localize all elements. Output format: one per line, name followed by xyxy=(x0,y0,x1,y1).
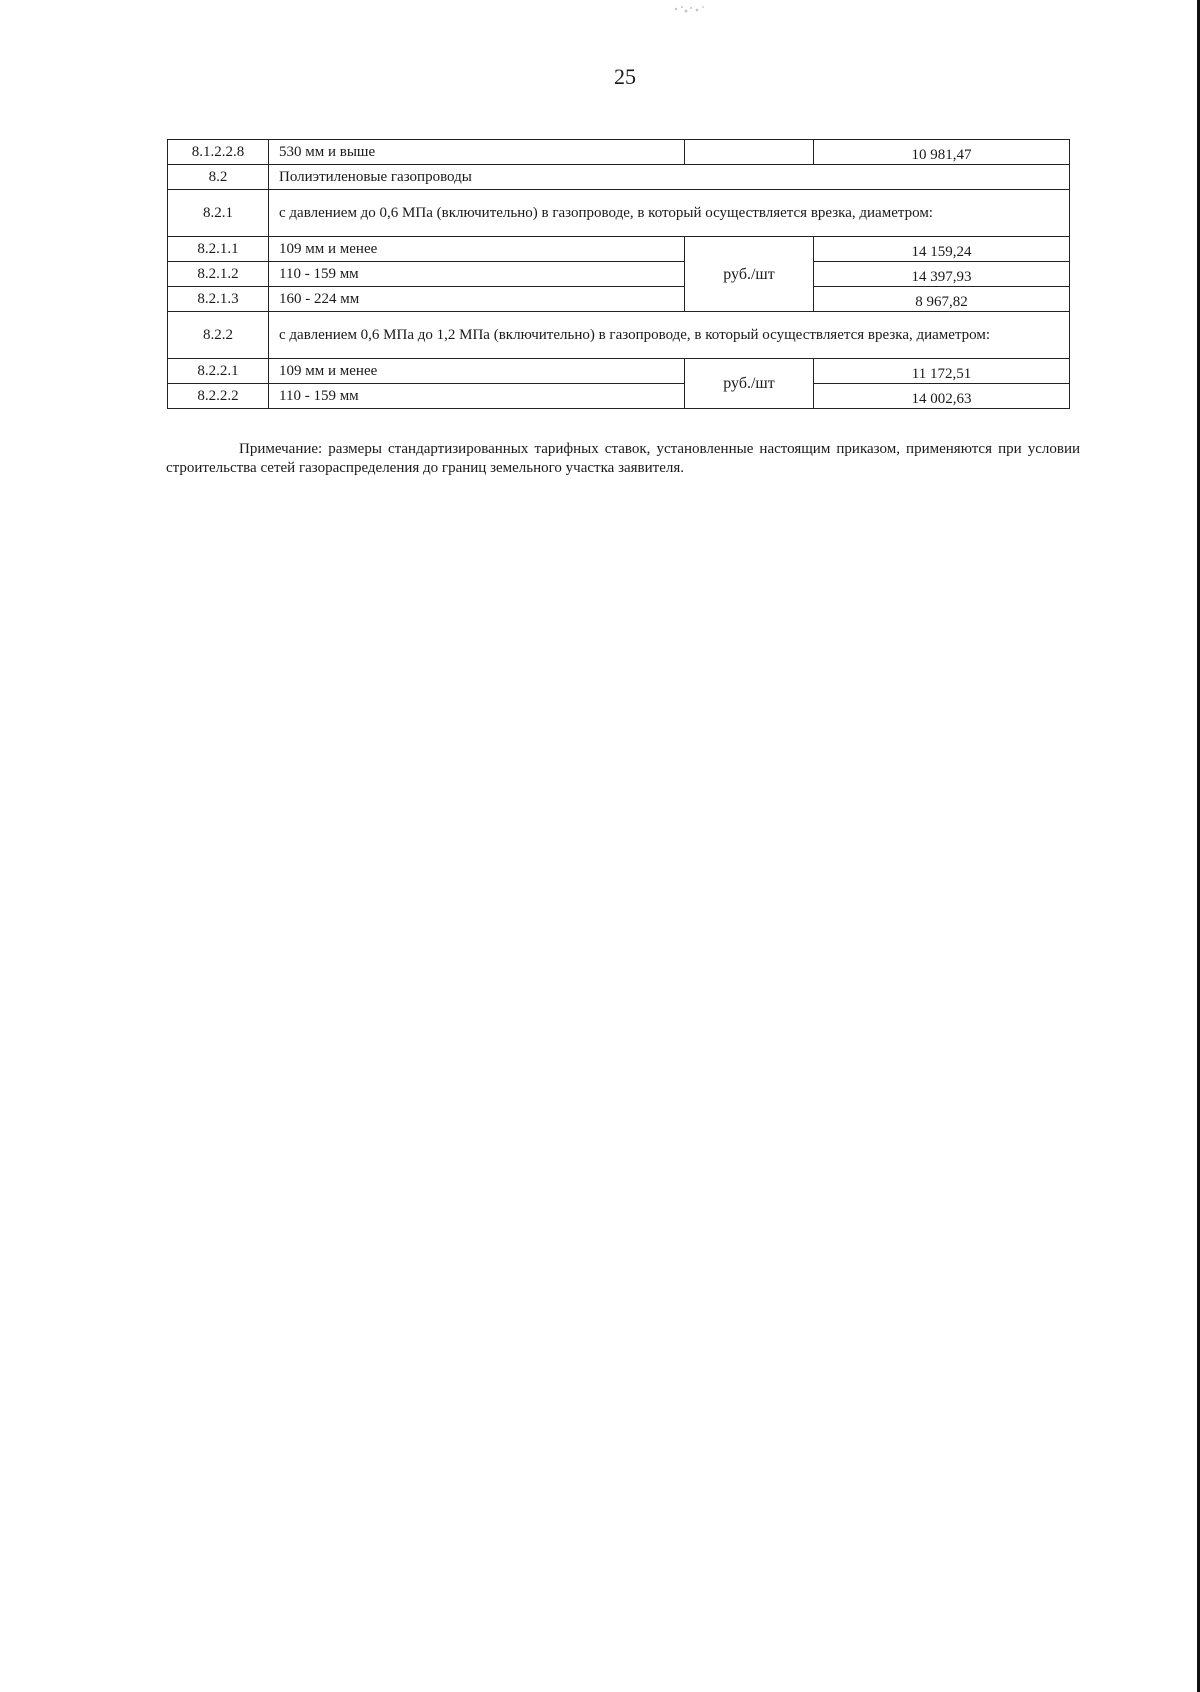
table-row xyxy=(168,384,1070,409)
row-value: 11 172,51 xyxy=(814,359,1070,384)
row-value: 14 397,93 xyxy=(814,262,1070,287)
scan-noise-mark xyxy=(670,2,710,16)
row-code: 8.2.1.3 xyxy=(168,287,269,312)
section-description: с давлением 0,6 МПа до 1,2 МПа (включительно) в газопроводе, в который осуществляется врезка, диаметром: xyxy=(269,312,1070,359)
row-code: 8.2 xyxy=(168,165,269,190)
table-row xyxy=(168,140,1070,165)
row-description: 109 мм и менее xyxy=(269,237,685,262)
row-description: 160 - 224 мм xyxy=(269,287,685,312)
row-code: 8.2.2.1 xyxy=(168,359,269,384)
table-row xyxy=(168,165,1070,190)
row-description: 530 мм и выше xyxy=(269,140,685,165)
row-code: 8.2.1 xyxy=(168,190,269,237)
row-code: 8.2.2 xyxy=(168,312,269,359)
row-value: 14 002,63 xyxy=(814,384,1070,409)
footnote: Примечание: размеры стандартизированных тарифных ставок, установленные настоящим приказом, применяются при условии строительства сетей газораспределения до границ земельного участка заявителя. xyxy=(166,441,1080,476)
row-value: 14 159,24 xyxy=(814,237,1070,262)
row-value: 8 967,82 xyxy=(814,287,1070,312)
tariff-table xyxy=(167,139,1070,409)
table-row xyxy=(168,237,1070,262)
row-code: 8.2.1.2 xyxy=(168,262,269,287)
row-description: 110 - 159 мм xyxy=(269,384,685,409)
row-description: 109 мм и менее xyxy=(269,359,685,384)
table-row xyxy=(168,262,1070,287)
row-unit: руб./шт xyxy=(685,237,814,312)
table-row xyxy=(168,359,1070,384)
row-code: 8.1.2.2.8 xyxy=(168,140,269,165)
page-number: 25 xyxy=(614,64,636,89)
row-value: 10 981,47 xyxy=(814,140,1070,165)
section-description: с давлением до 0,6 МПа (включительно) в газопроводе, в который осуществляется врезка, диаметром: xyxy=(269,190,1070,237)
row-unit: руб./шт xyxy=(685,359,814,409)
section-heading: Полиэтиленовые газопроводы xyxy=(269,165,1070,190)
row-description: 110 - 159 мм xyxy=(269,262,685,287)
table-row xyxy=(168,312,1070,359)
row-code: 8.2.2.2 xyxy=(168,384,269,409)
row-unit xyxy=(685,140,814,165)
table-row xyxy=(168,190,1070,237)
table-row xyxy=(168,287,1070,312)
row-code: 8.2.1.1 xyxy=(168,237,269,262)
